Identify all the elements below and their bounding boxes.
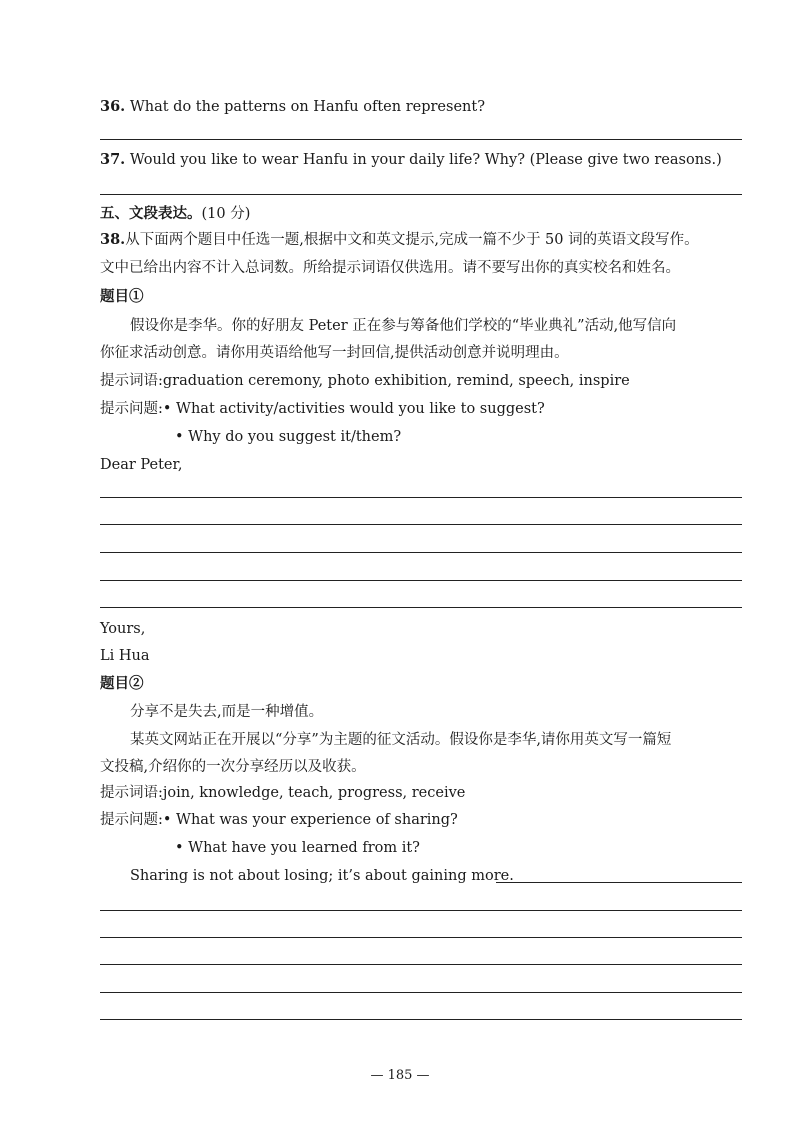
question-number: 38. bbox=[100, 231, 126, 248]
topic-2-hint-question-2: • What have you learned from it? bbox=[175, 840, 420, 856]
instruction-line-2: 文中已给出内容不计入总词数。所给提示词语仅供选用。请不要写出你的真实校名和姓名。 bbox=[100, 260, 680, 276]
instruction-line-1: 从下面两个题目中任选一题,根据中文和英文提示,完成一篇不少于 50 词的英语文段写作。 bbox=[125, 232, 699, 248]
letter-closing: Yours, bbox=[100, 621, 146, 637]
topic-2-body-line-1: 某英文网站正在开展以“分享”为主题的征文活动。假设你是李华,请你用英文写一篇短 bbox=[130, 732, 672, 748]
writing-line[interactable] bbox=[100, 580, 742, 581]
question-text: Would you like to wear Hanfu in your daily life? Why? (Please give two reasons.) bbox=[129, 152, 722, 168]
page-number: — 185 — bbox=[370, 1068, 430, 1083]
section-score: (10 分) bbox=[201, 206, 251, 222]
hint-words: graduation ceremony, photo exhibition, remind, speech, inspire bbox=[162, 373, 630, 389]
hint-question: • What was your experience of sharing? bbox=[162, 812, 458, 828]
hint-questions-label: 提示问题: bbox=[100, 812, 163, 828]
hint-words-label: 提示词语: bbox=[100, 373, 163, 389]
section-title: 五、文段表达。 bbox=[100, 205, 202, 222]
writing-line[interactable] bbox=[100, 607, 742, 608]
topic-1-hint-question-2: • Why do you suggest it/them? bbox=[175, 429, 402, 445]
question-text: What do the patterns on Hanfu often represent? bbox=[129, 99, 485, 115]
letter-greeting: Dear Peter, bbox=[100, 457, 183, 473]
hint-question: • What activity/activities would you like to suggest? bbox=[162, 401, 545, 417]
writing-line[interactable] bbox=[496, 882, 742, 883]
topic-2-body-line-2: 文投稿,介绍你的一次分享经历以及收获。 bbox=[100, 759, 366, 775]
writing-line[interactable] bbox=[100, 497, 742, 498]
topic-2-quote: 分享不是失去,而是一种增值。 bbox=[130, 704, 324, 720]
topic-2-opening-sentence: Sharing is not about losing; it’s about gaining more. bbox=[130, 868, 514, 884]
answer-line-37[interactable] bbox=[100, 194, 742, 195]
answer-line-36[interactable] bbox=[100, 139, 742, 140]
topic-1-hint-words bbox=[100, 372, 630, 390]
topic-2-title: 题目② bbox=[100, 675, 144, 692]
topic-1-body-line-1: 假设你是李华。你的好朋友 Peter 正在参与筹备他们学校的“毕业典礼”活动,他写信向 bbox=[130, 318, 677, 334]
topic-1-body-line-2: 你征求活动创意。请你用英语给他写一封回信,提供活动创意并说明理由。 bbox=[100, 345, 569, 361]
question-38 bbox=[100, 231, 699, 249]
hint-questions-label: 提示问题: bbox=[100, 401, 163, 417]
topic-1-hint-question-1 bbox=[100, 400, 545, 418]
question-number: 36. bbox=[100, 98, 126, 115]
hint-words-label: 提示词语: bbox=[100, 785, 163, 801]
writing-line[interactable] bbox=[100, 910, 742, 911]
writing-line[interactable] bbox=[100, 1019, 742, 1020]
writing-line[interactable] bbox=[100, 964, 742, 965]
topic-2-hint-question-1 bbox=[100, 811, 458, 829]
topic-2-hint-words bbox=[100, 784, 465, 802]
topic-1-title: 题目① bbox=[100, 288, 144, 305]
question-37 bbox=[100, 151, 722, 169]
writing-line[interactable] bbox=[100, 524, 742, 525]
letter-signature: Li Hua bbox=[100, 648, 150, 664]
hint-words: join, knowledge, teach, progress, receive bbox=[162, 785, 466, 801]
writing-line[interactable] bbox=[100, 552, 742, 553]
question-36 bbox=[100, 98, 485, 116]
writing-line[interactable] bbox=[100, 937, 742, 938]
writing-line[interactable] bbox=[100, 992, 742, 993]
section-heading bbox=[100, 205, 250, 223]
question-number: 37. bbox=[100, 151, 126, 168]
